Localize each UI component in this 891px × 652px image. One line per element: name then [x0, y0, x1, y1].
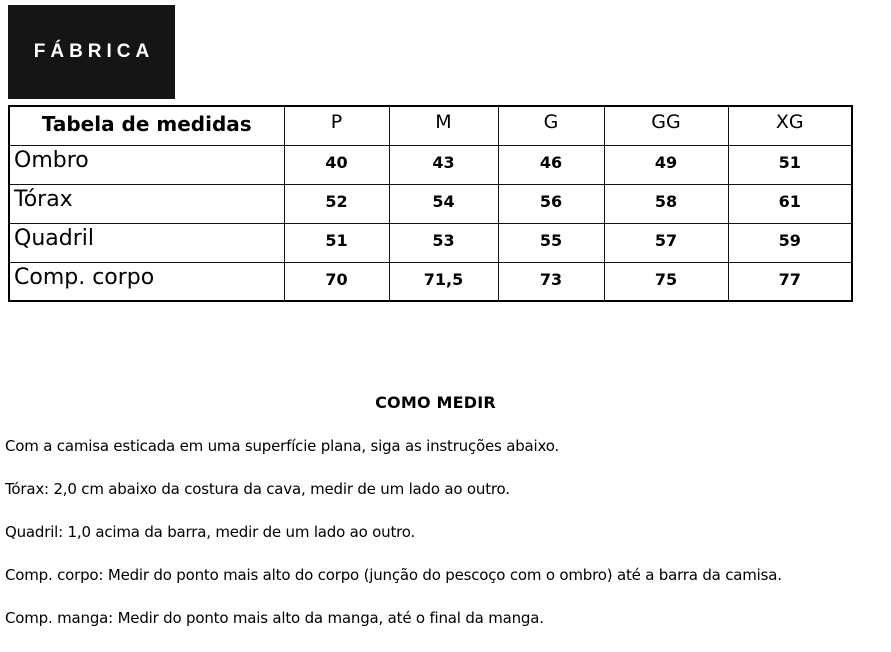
- size-table-title-cell: Tabela de medidas: [9, 106, 284, 145]
- value-cell: 52: [284, 184, 389, 223]
- value-cell: 55: [498, 223, 604, 262]
- instruction-line-torax: Tórax: 2,0 cm abaixo da costura da cava, medir de um lado ao outro.: [5, 480, 510, 498]
- value-cell: 77: [728, 262, 852, 301]
- row-label-cell: Quadril: [9, 223, 284, 262]
- row-label-cell: Tórax: [9, 184, 284, 223]
- value-cell: 54: [389, 184, 498, 223]
- instruction-line-intro: Com a camisa esticada em uma superfície plana, siga as instruções abaixo.: [5, 437, 559, 455]
- value-cell: 40: [284, 145, 389, 184]
- value-cell: 51: [284, 223, 389, 262]
- size-column-header-xg: XG: [728, 106, 852, 145]
- value-cell: 56: [498, 184, 604, 223]
- size-column-header-p: P: [284, 106, 389, 145]
- size-table: [8, 105, 853, 302]
- section-title-como-medir: COMO MEDIR: [375, 393, 496, 412]
- table-row-ombro: [9, 145, 852, 184]
- brand-logo: [8, 5, 175, 99]
- instruction-line-comp-corpo: Comp. corpo: Medir do ponto mais alto do corpo (junção do pescoço com o ombro) até a barra da camisa.: [5, 566, 782, 584]
- brand-logo-text: FÁBRICA: [33, 41, 155, 62]
- value-cell: 59: [728, 223, 852, 262]
- value-cell: 57: [604, 223, 728, 262]
- value-cell: 70: [284, 262, 389, 301]
- size-column-header-gg: GG: [604, 106, 728, 145]
- value-cell: 49: [604, 145, 728, 184]
- value-cell: 51: [728, 145, 852, 184]
- value-cell: 43: [389, 145, 498, 184]
- table-row-quadril: [9, 223, 852, 262]
- value-cell: 61: [728, 184, 852, 223]
- size-column-header-m: M: [389, 106, 498, 145]
- size-column-header-g: G: [498, 106, 604, 145]
- row-label-cell: Comp. corpo: [9, 262, 284, 301]
- measuring-instructions: [5, 437, 891, 652]
- value-cell: 58: [604, 184, 728, 223]
- instruction-line-quadril: Quadril: 1,0 acima da barra, medir de um lado ao outro.: [5, 523, 416, 541]
- value-cell: 71,5: [389, 262, 498, 301]
- size-table-header-row: [9, 106, 852, 145]
- value-cell: 46: [498, 145, 604, 184]
- table-row-torax: [9, 184, 852, 223]
- value-cell: 75: [604, 262, 728, 301]
- value-cell: 53: [389, 223, 498, 262]
- table-row-comp-corpo: [9, 262, 852, 301]
- instruction-line-comp-manga: Comp. manga: Medir do ponto mais alto da manga, até o final da manga.: [5, 609, 544, 627]
- value-cell: 73: [498, 262, 604, 301]
- row-label-cell: Ombro: [9, 145, 284, 184]
